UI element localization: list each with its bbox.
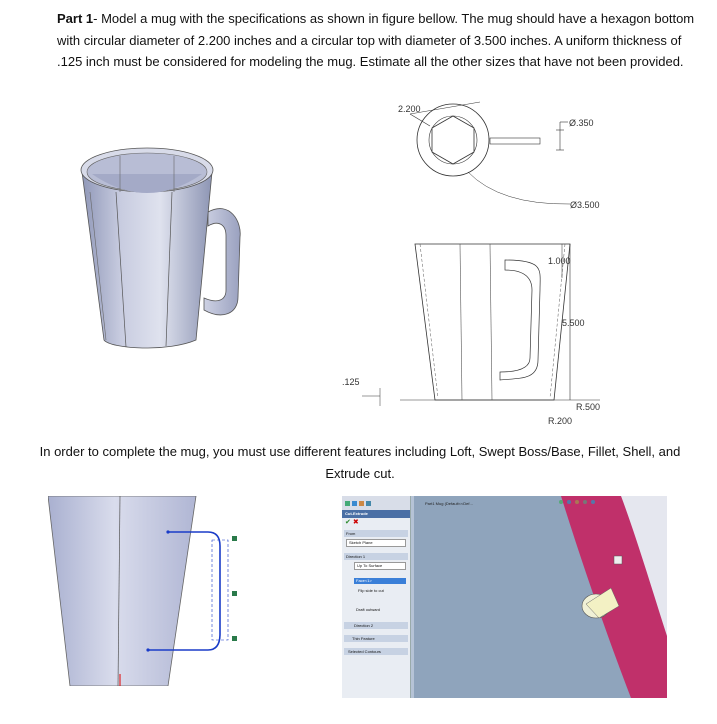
mug-3d-render	[62, 132, 262, 364]
pm-from-select[interactable]: Sketch Plane	[346, 539, 406, 547]
property-manager	[342, 496, 411, 698]
pm-thin-header[interactable]: Thin Feature	[344, 635, 408, 642]
pm-title: Cut-Extrude	[342, 510, 410, 518]
pm-dir1-header[interactable]: Direction 1	[344, 553, 408, 560]
pm-flip-checkbox[interactable]: Flip side to cut	[358, 588, 384, 593]
part1-paragraph	[57, 8, 707, 73]
dim-handle-dia: Ø.350	[569, 118, 594, 128]
top-view-drawing	[380, 100, 640, 210]
pm-from-header[interactable]: From	[344, 530, 408, 537]
solidworks-window	[342, 496, 667, 698]
display-manager-icon[interactable]	[366, 501, 371, 506]
pm-draft-checkbox[interactable]: Draft outward	[356, 607, 381, 612]
feature-manager-icon[interactable]	[345, 501, 350, 506]
property-manager-icon[interactable]	[352, 501, 357, 506]
cancel-icon[interactable]: ✖	[352, 519, 359, 526]
dim-top-dia: Ø3.500	[570, 200, 600, 210]
part1-text: - Model a mug with the specifications as shown in figure bellow. The mug should have a hexagon bottom with circular diameter of 2.200 inches and a circular top with diameter of 3.500 inches. A uniform thickness of .125 inch must be considered for modeling the mug. Estimate all the other sizes that have not been provided.	[57, 11, 695, 69]
config-manager-icon[interactable]	[359, 501, 364, 506]
dim-handle-h: 1.000	[548, 256, 571, 266]
ok-icon[interactable]: ✔	[345, 519, 351, 526]
side-view-drawing	[340, 230, 630, 430]
graphics-viewport[interactable]	[411, 496, 667, 698]
pm-toolbar	[342, 496, 410, 510]
pm-dir1-select[interactable]: Up To Surface	[354, 562, 406, 570]
dim-r-inner: R.200	[548, 416, 573, 426]
dim-thickness: .125	[342, 377, 360, 387]
instructions-paragraph: In order to complete the mug, you must use different features including Loft, Swept Boss/Base, Fillet, Shell, and Extrude cut.	[39, 444, 681, 481]
sw-tree-label[interactable]: Part1 Mug (Default<<Def...	[425, 501, 473, 506]
dim-hex: 2.200	[398, 104, 421, 114]
dim-height: 5.500	[562, 318, 585, 328]
part1-label: Part 1	[57, 11, 94, 26]
dim-r-outer: R.500	[576, 402, 601, 412]
pm-contours-header[interactable]: Selected Contours	[344, 648, 408, 655]
pm-actions	[342, 518, 410, 528]
pm-face-field[interactable]: Face<1>	[354, 578, 406, 584]
pm-dir2-header[interactable]: Direction 2	[344, 622, 408, 629]
loft-sketch-view	[48, 496, 248, 686]
